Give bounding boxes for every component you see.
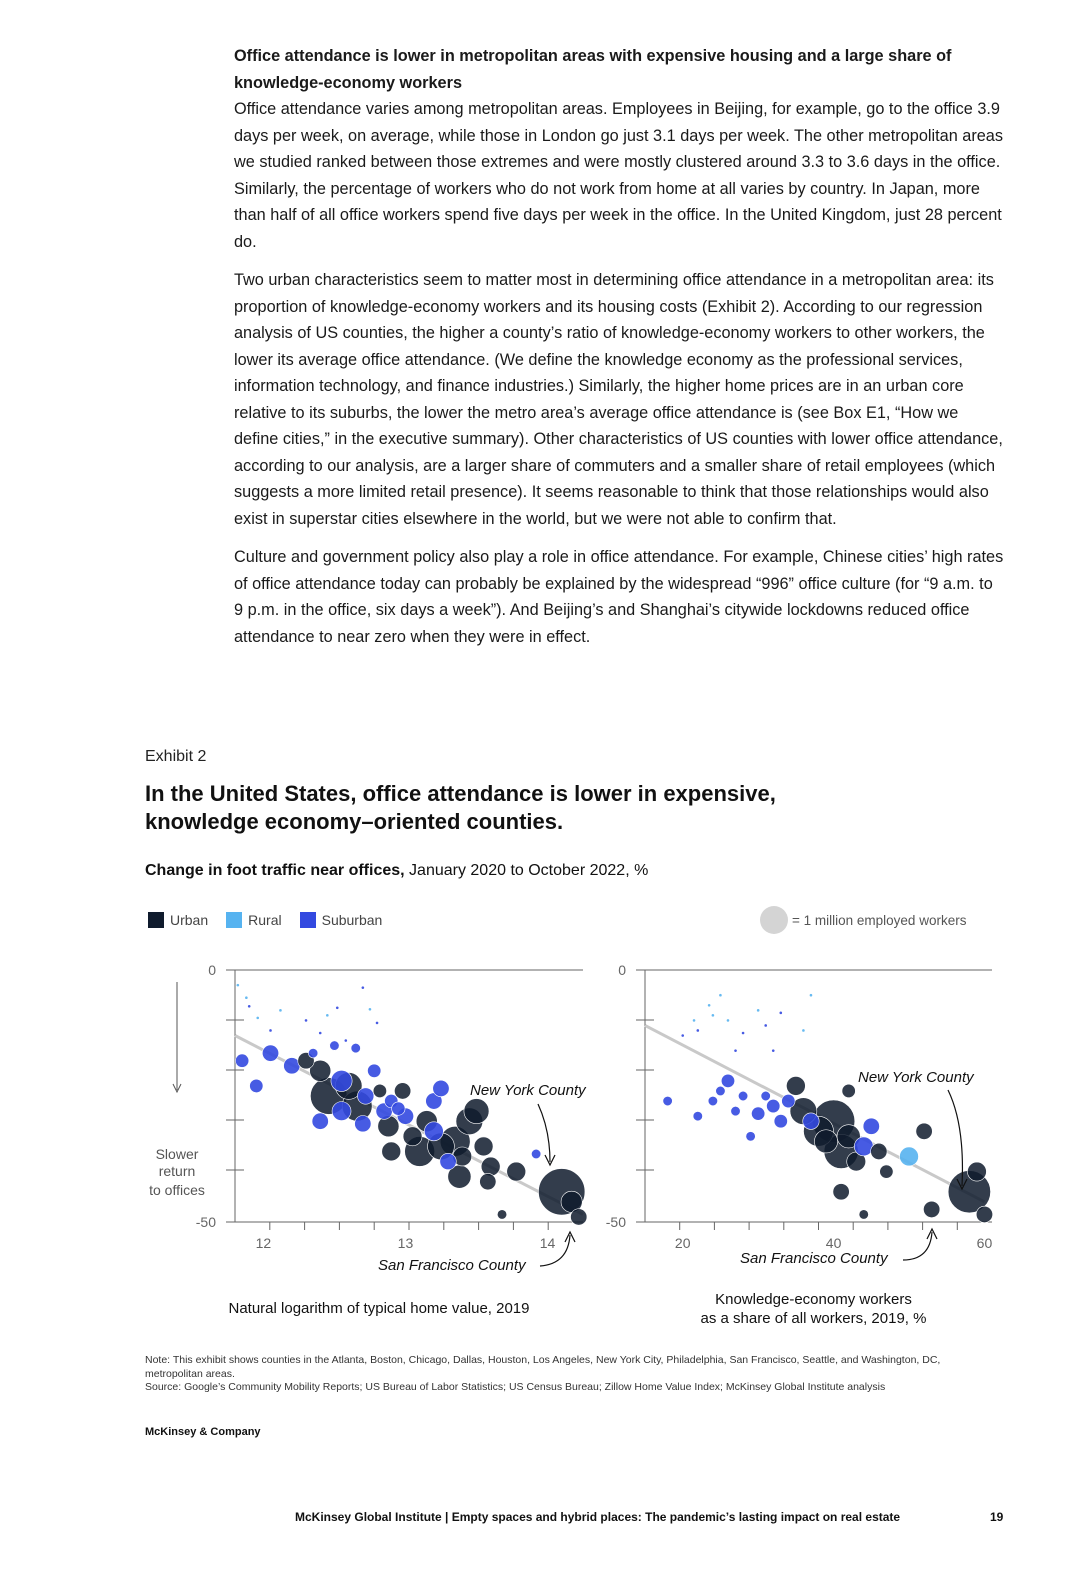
y-tick-label: 0 [208, 962, 216, 978]
scatter-point [742, 1032, 745, 1035]
scatter-point [751, 1107, 764, 1120]
exhibit-notes [145, 1354, 995, 1395]
annotation-san-francisco-county: San Francisco County [378, 1257, 526, 1274]
scatter-point [786, 1076, 805, 1095]
section-paragraph-1 [234, 43, 1004, 255]
scatter-point [842, 1084, 855, 1097]
exhibit-subtitle [145, 862, 648, 880]
scatter-point [803, 1113, 819, 1129]
scatter-point [746, 1132, 755, 1141]
scatter-point [331, 1070, 352, 1091]
x-tick-label: 20 [674, 1235, 691, 1251]
scatter-point [779, 1012, 782, 1015]
scatter-point [332, 1102, 351, 1121]
scatter-point [392, 1102, 405, 1115]
x-tick-label: 12 [255, 1235, 272, 1251]
legend-label-rural: Rural [248, 912, 282, 928]
x-tick-label: 14 [539, 1235, 556, 1251]
scatter-point [497, 1210, 506, 1219]
scatter-point [480, 1173, 496, 1189]
scatter-point [802, 1029, 805, 1032]
legend-label-urban: Urban [170, 912, 209, 928]
scatter-point [757, 1009, 760, 1012]
scatter-point [474, 1137, 493, 1156]
scatter-point [774, 1114, 787, 1127]
scatter-point [721, 1074, 734, 1087]
scatter-point [693, 1019, 696, 1022]
scatter-point [531, 1149, 540, 1158]
scatter-point [731, 1106, 740, 1115]
scatter-point [376, 1022, 379, 1025]
left-scatter-panel [196, 962, 587, 1317]
y-arrow [149, 982, 205, 1198]
scatter-point [369, 1008, 372, 1011]
note-text: Note: This exhibit shows counties in the Atlanta, Boston, Chicago, Dallas, Houston, Los Angeles, New York City, Philadelphia, San Francisco, Seattle, and Washington, DC, metropolitan areas. [145, 1354, 941, 1380]
scatter-point [319, 1032, 322, 1035]
scatter-point [681, 1034, 684, 1037]
x-axis-label: Natural logarithm of typical home value, 2019 [228, 1300, 530, 1317]
legend-item-suburban [300, 912, 383, 928]
x-axis-label-line-1: Knowledge-economy workers [715, 1291, 912, 1308]
annotation-leader [948, 1090, 962, 1186]
y-arrow-label-3: to offices [149, 1182, 205, 1198]
scatter-point [734, 1049, 737, 1052]
scatter-point [440, 1153, 456, 1169]
paragraph-1-text: Office attendance varies among metropolitan areas. Employees in Beijing, for example, go to the office 3.9 days per week, on average, while those in London go just 3.1 days per week. The other metropolitan areas we studied ranked between those extremes and were mostly clustered around 3.3 to 3.6 days in the office. Similarly, the percentage of workers who do not work from home at all varies by country. In Japan, more than half of all office workers spend five days per week in the office. In the United Kingdom, just 28 percent do. [234, 100, 1004, 251]
legend-label-suburban: Suburban [321, 912, 383, 928]
scatter-point [464, 1099, 489, 1124]
y-arrow-label-1: Slower [155, 1146, 199, 1162]
scatter-point [357, 1088, 373, 1104]
legend-item-urban [148, 912, 208, 928]
scatter-point [663, 1096, 672, 1105]
chart-legend [148, 912, 400, 928]
scatter-point [305, 1019, 308, 1022]
paragraph-2: Two urban characteristics seem to matter most in determining office attendance in a metropolitan area: its proportion of knowledge-economy workers and its housing costs (Exhibit 2). According to our regression analysis of US counties, the higher a county’s ratio of knowledge-economy workers to other workers, the lower its average office attendance. (We define the knowledge economy as the professional services, information technology, and finance industries.) Similarly, the higher home prices are in an urban core relative to its suburbs, the lower the metro area’s average office attendance is (see Box E1, “How we define cities,” in the executive summary). Other characteristics of US counties with lower office attendance, according to our analysis, are a larger share of commuters and a smaller share of retail employees (which suggests a more limited retail presence). It seems reasonable to think that those relationships would also exist in superstar cities elsewhere in the world, but we were not able to confirm that. [234, 271, 1003, 528]
scatter-point [312, 1113, 328, 1129]
scatter-point [269, 1029, 272, 1032]
scatter-point [481, 1157, 500, 1176]
scatter-point [923, 1201, 939, 1217]
scatter-point [256, 1017, 259, 1020]
scatter-point [900, 1147, 919, 1166]
y-tick-label: -50 [605, 1214, 626, 1230]
legend-swatch-rural [226, 912, 242, 928]
scatter-point [330, 1041, 339, 1050]
scatter-point [859, 1210, 868, 1219]
scatter-point [355, 1116, 371, 1132]
scatter-point [394, 1083, 410, 1099]
page-number: 19 [990, 1510, 1004, 1524]
scatter-point [248, 1005, 251, 1008]
scatter-point [871, 1143, 887, 1159]
annotation-new-york-county: New York County [470, 1082, 586, 1099]
scatter-point [712, 1014, 715, 1017]
article-body [234, 43, 1004, 662]
scatter-point [693, 1111, 702, 1120]
legend-swatch-suburban [300, 912, 316, 928]
right-scatter-panel [606, 962, 993, 1327]
scatter-point [716, 1086, 725, 1095]
scatter-point [326, 1014, 329, 1017]
scatter-point [373, 1084, 386, 1097]
legend-swatch-urban [148, 912, 164, 928]
scatter-point [727, 1019, 730, 1022]
scatter-point [344, 1039, 347, 1042]
scatter-point [708, 1096, 717, 1105]
scatter-point [767, 1099, 780, 1112]
scatter-point [362, 986, 365, 989]
scatter-point [814, 1130, 837, 1153]
scatter-point [308, 1048, 317, 1057]
scatter-point [279, 1009, 282, 1012]
scatter-point [967, 1162, 986, 1181]
scatter-point [351, 1043, 360, 1052]
y-tick-label: -50 [195, 1214, 216, 1230]
scatter-point [810, 994, 813, 997]
scatter-point [782, 1094, 795, 1107]
brand-name: McKinsey & Company [145, 1426, 261, 1438]
scatter-point [571, 1209, 587, 1225]
exhibit-subtitle-bold: Change in foot traffic near offices, [145, 862, 405, 879]
scatter-point [433, 1080, 449, 1096]
scatter-point [833, 1184, 849, 1200]
x-axis-label-line-2: as a share of all workers, 2019, % [700, 1310, 927, 1327]
scatter-point [764, 1024, 767, 1027]
scatter-point [916, 1123, 932, 1139]
exhibit-charts [130, 950, 1010, 1340]
section-heading: Office attendance is lower in metropolitan areas with expensive housing and a large share of knowledge-economy workers [234, 47, 952, 92]
scatter-point [854, 1137, 873, 1156]
scatter-point [424, 1122, 443, 1141]
scatter-point [507, 1162, 526, 1181]
x-tick-label: 13 [397, 1235, 414, 1251]
scatter-point [880, 1165, 893, 1178]
annotation-san-francisco-county: San Francisco County [740, 1250, 888, 1267]
scatter-point [772, 1049, 775, 1052]
scatter-point [367, 1064, 380, 1077]
paragraph-3: Culture and government policy also play a role in office attendance. For example, Chinese cities’ high rates of office attendance today can probably be explained by the widespread “996” office culture (for “9 a.m. to 9 p.m. in the office, six days a week”). And Beijing’s and Shanghai’s citywide lockdowns reduced office attendance to near zero when they were in effect. [234, 548, 1004, 646]
exhibit-title: In the United States, office attendance is lower in expensive, knowledge economy–oriented counties. [145, 781, 776, 834]
scatter-point [403, 1127, 422, 1146]
exhibit-label: Exhibit 2 [145, 748, 207, 765]
bubble-size-key [760, 906, 966, 934]
scatter-point [336, 1007, 339, 1010]
page-footer: McKinsey Global Institute | Empty spaces and hybrid places: The pandemic’s lasting impact on real estate [295, 1510, 901, 1524]
source-text: Source: Google’s Community Mobility Reports; US Bureau of Labor Statistics; US Census Bureau; Zillow Home Value Index; McKinsey Global Institute analysis [145, 1381, 886, 1393]
scatter-point [262, 1045, 278, 1061]
y-tick-label: 0 [618, 962, 626, 978]
scatter-point [976, 1206, 992, 1222]
scatter-point [237, 984, 240, 987]
scatter-point [719, 994, 722, 997]
x-tick-label: 60 [976, 1235, 993, 1251]
scatter-point [382, 1142, 401, 1161]
annotation-new-york-county: New York County [858, 1069, 974, 1086]
scatter-point [738, 1091, 747, 1100]
scatter-point [863, 1118, 879, 1134]
scatter-point [708, 1004, 711, 1007]
y-arrow-label-2: return [158, 1163, 196, 1179]
scatter-point [697, 1029, 700, 1032]
annotation-leader [903, 1232, 932, 1260]
scatter-point [235, 1054, 248, 1067]
x-tick-label: 40 [825, 1235, 842, 1251]
scatter-point [250, 1079, 263, 1092]
exhibit-subtitle-rest: January 2020 to October 2022, % [404, 862, 649, 879]
size-key-circle-icon [760, 906, 788, 934]
size-key-label: = 1 million employed workers [792, 912, 967, 928]
legend-item-rural [226, 912, 281, 928]
scatter-point [761, 1091, 770, 1100]
scatter-point [245, 996, 248, 999]
